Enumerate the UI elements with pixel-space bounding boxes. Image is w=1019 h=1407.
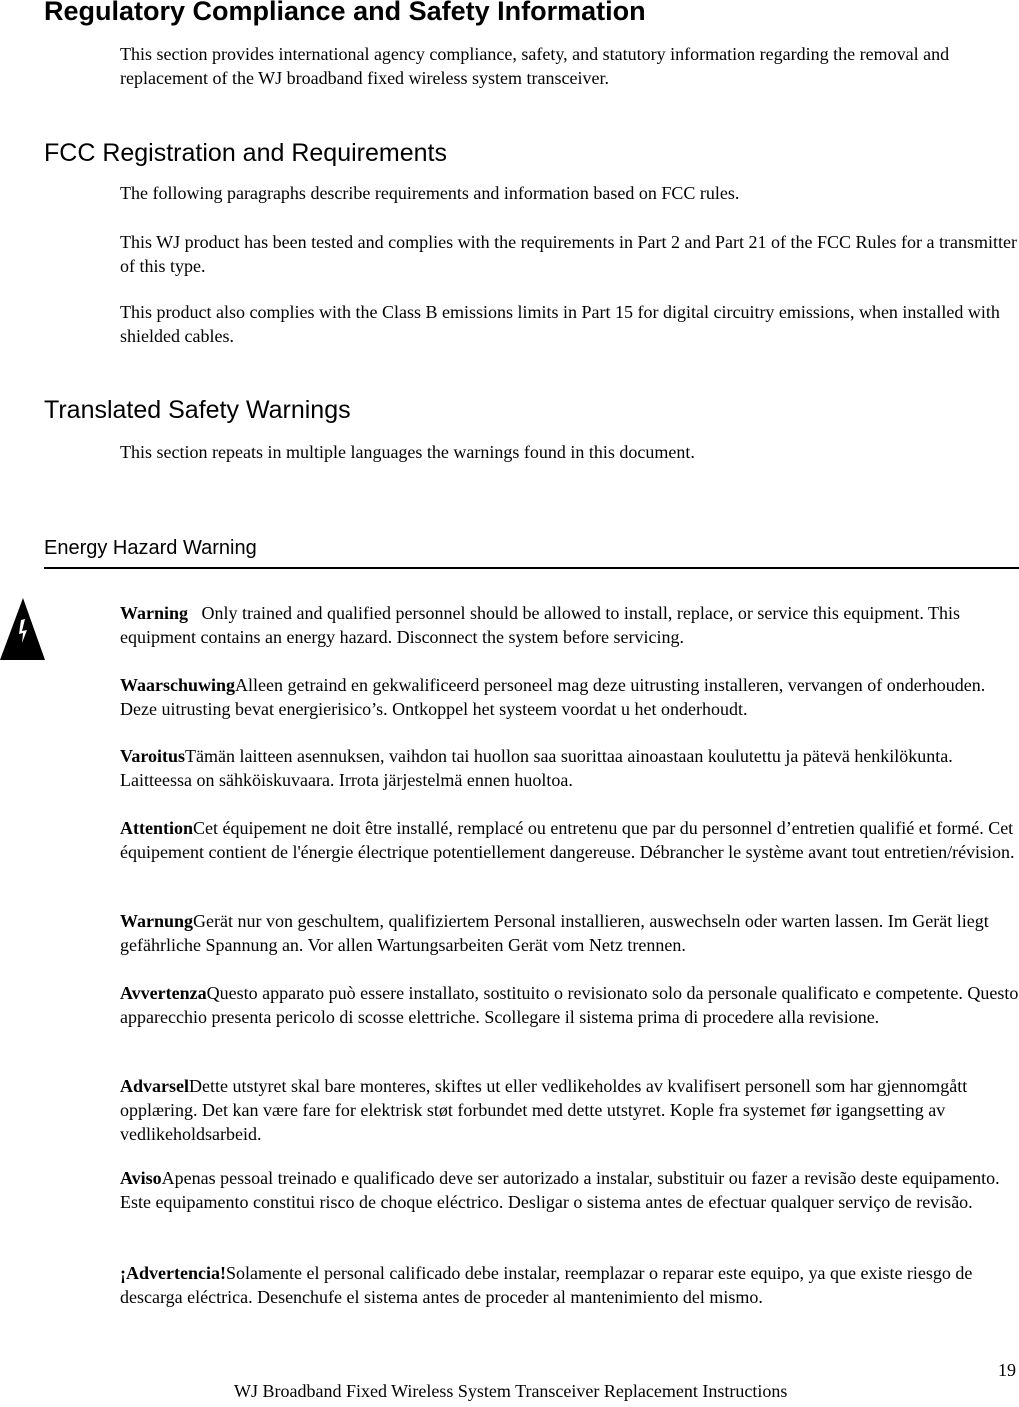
section-divider	[44, 567, 1019, 569]
warning-label: Advarsel	[120, 1076, 189, 1096]
fcc-paragraph-3: This product also complies with the Class B emissions limits in Part 15 for digital circuitry emissions, when installed with shielded cables.	[120, 302, 1000, 346]
translated-warnings-heading: Translated Safety Warnings	[44, 396, 351, 424]
warning-text: Solamente el personal calificado debe instalar, reemplazar o reparar este equipo, ya que existe riesgo de descarga eléctrica. Desenchufe el sistema antes de proceder al mantenimiento del mismo.	[120, 1263, 973, 1307]
warning-label: Warning	[120, 603, 189, 623]
warning-label: Warnung	[120, 911, 194, 931]
warning-text: Alleen getraind en gekwalificeerd personeel mag deze uitrusting installeren, vervangen of onderhouden. Deze uitrusting bevat energierisico’s. Ontkoppel het systeem voordat u het onderhoudt.	[120, 675, 986, 719]
energy-hazard-heading: Energy Hazard Warning	[44, 537, 257, 559]
warning-french	[120, 816, 1019, 864]
page-number: 19	[998, 1360, 1016, 1380]
fcc-paragraph-1: The following paragraphs describe requirements and information based on FCC rules.	[120, 183, 740, 203]
warning-text: Cet équipement ne doit être installé, remplacé ou entretenu que par du personnel d’entretien qualifié et formé. Cet équipement contient de l'énergie électrique potentiellement dangereuse. Débrancher le système avant tout entretien/révision.	[120, 818, 1015, 862]
warning-portuguese	[120, 1166, 1019, 1214]
warning-finnish	[120, 744, 1019, 792]
warning-text: Only trained and qualified personnel should be allowed to install, replace, or service this equipment. This equipment contains an energy hazard. Disconnect the system before servicing.	[120, 603, 965, 647]
warning-text: Gerät nur von geschultem, qualifiziertem Personal installieren, auswechseln oder warten lassen. Im Gerät liegt gefährliche Spannung an. Vor allen Wartungsarbeiten Gerät vom Netz trennen.	[120, 911, 989, 955]
warning-italian	[120, 981, 1019, 1029]
warning-german	[120, 909, 1019, 957]
warning-english	[120, 601, 1019, 649]
warning-label: ¡Advertencia!	[120, 1263, 226, 1283]
warning-spanish	[120, 1261, 1019, 1309]
warning-text: Dette utstyret skal bare monteres, skiftes ut eller vedlikeholdes av kvalifisert personell som har gjennomgått opplæring. Det kan være fare for elektrisk støt forbundet med dette utstyret. Kople fra systemet før igangsetting av vedlikeholdsarbeid.	[120, 1076, 968, 1144]
fcc-paragraph-2: This WJ product has been tested and complies with the requirements in Part 2 and Part 21 of the FCC Rules for a transmitter of this type.	[120, 232, 1017, 276]
warning-text: Tämän laitteen asennuksen, vaihdon tai huollon saa suorittaa ainoastaan koulutettu ja pätevä henkilökunta. Laitteessa on sähköiskuvaara. Irrota järjestelmä ennen huoltoa.	[120, 746, 953, 790]
warning-label: Varoitus	[120, 746, 186, 766]
warning-label: Waarschuwing	[120, 675, 236, 695]
translated-warnings-intro: This section repeats in multiple languages the warnings found in this document.	[120, 442, 695, 462]
energy-hazard-triangle-icon	[0, 598, 45, 660]
footer-title: WJ Broadband Fixed Wireless System Transceiver Replacement Instructions	[234, 1381, 788, 1401]
warning-label: Attention	[120, 818, 193, 838]
warning-text: Questo apparato può essere installato, sostituito o revisionato solo da personale qualificato e competente. Questo apparecchio presenta pericolo di scosse elettriche. Scollegare il sistema prima di procedere alla revisione.	[120, 983, 1019, 1027]
fcc-heading: FCC Registration and Requirements	[44, 139, 447, 167]
intro-paragraph: This section provides international agency compliance, safety, and statutory information regarding the removal and replacement of the WJ broadband fixed wireless system transceiver.	[120, 44, 950, 88]
warning-label: Avvertenza	[120, 983, 207, 1003]
warning-text: Apenas pessoal treinado e qualificado deve ser autorizado a instalar, substituir ou fazer a revisão deste equipamento. Este equipamento constitui risco de choque eléctrico. Desligar o sistema antes de efectuar qualquer serviço de revisão.	[120, 1168, 1000, 1212]
page-title: Regulatory Compliance and Safety Information	[44, 0, 646, 26]
warning-label: Aviso	[120, 1168, 162, 1188]
warning-norwegian	[120, 1074, 1019, 1146]
warning-dutch	[120, 673, 1019, 721]
